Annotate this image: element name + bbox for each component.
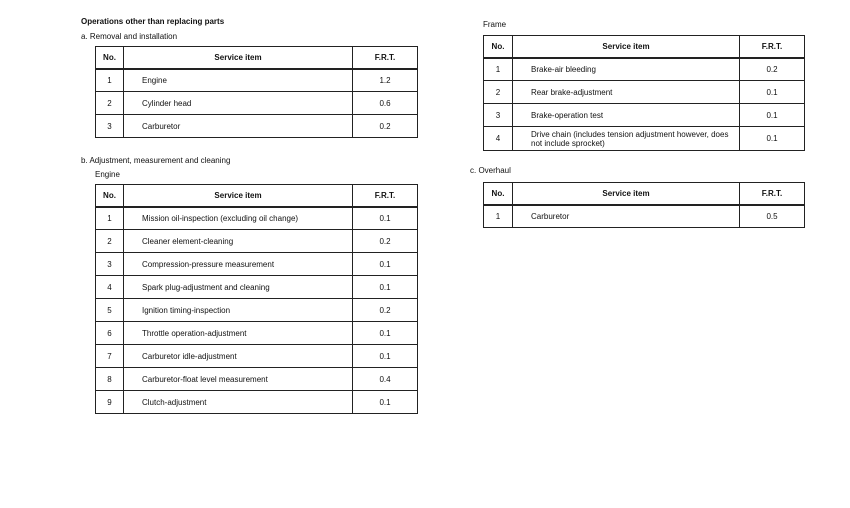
- row-service-item: Carburetor idle-adjustment: [124, 345, 353, 368]
- table-row: [484, 58, 805, 81]
- header-no: No.: [96, 185, 124, 207]
- row-frt: 0.1: [740, 104, 805, 127]
- table-row: [96, 69, 418, 92]
- row-service-item: Compression-pressure measurement: [124, 253, 353, 276]
- removal-installation-table: [95, 46, 418, 138]
- section-b-subtitle: Engine: [95, 170, 120, 179]
- table-row: [484, 104, 805, 127]
- row-no: 3: [96, 115, 124, 138]
- table-row: [484, 205, 805, 228]
- row-no: 1: [484, 205, 513, 228]
- table-row: [96, 322, 418, 345]
- header-service-item: Service item: [124, 47, 353, 69]
- row-no: 5: [96, 299, 124, 322]
- row-frt: 0.2: [353, 230, 418, 253]
- row-no: 2: [484, 81, 513, 104]
- row-no: 3: [96, 253, 124, 276]
- row-frt: 0.1: [353, 207, 418, 230]
- row-service-item: Brake-air bleeding: [513, 58, 740, 81]
- row-frt: 0.1: [353, 391, 418, 414]
- row-frt: 0.4: [353, 368, 418, 391]
- table-row: [96, 368, 418, 391]
- overhaul-table: [483, 182, 805, 228]
- row-no: 1: [96, 207, 124, 230]
- table-row: [96, 230, 418, 253]
- header-no: No.: [484, 183, 513, 205]
- section-a-title: a. Removal and installation: [81, 32, 178, 41]
- row-no: 7: [96, 345, 124, 368]
- row-no: 3: [484, 104, 513, 127]
- section-c-title: c. Overhaul: [470, 166, 511, 175]
- row-frt: 0.2: [353, 299, 418, 322]
- row-no: 9: [96, 391, 124, 414]
- header-frt: F.R.T.: [740, 36, 805, 58]
- table-header-row: [96, 47, 418, 69]
- row-no: 2: [96, 230, 124, 253]
- row-no: 4: [484, 127, 513, 151]
- table-row: [96, 299, 418, 322]
- header-service-item: Service item: [513, 183, 740, 205]
- row-service-item: Mission oil-inspection (excluding oil change): [124, 207, 353, 230]
- row-service-item: Brake-operation test: [513, 104, 740, 127]
- row-frt: 0.1: [353, 253, 418, 276]
- adjustment-table: [95, 184, 418, 414]
- row-frt: 0.1: [740, 127, 805, 151]
- row-service-item: Cylinder head: [124, 92, 353, 115]
- header-frt: F.R.T.: [353, 47, 418, 69]
- table-header-row: [96, 185, 418, 207]
- row-service-item: Cleaner element-cleaning: [124, 230, 353, 253]
- row-no: 1: [484, 58, 513, 81]
- row-service-item: Drive chain (includes tension adjustment however, does not include sprocket): [513, 127, 740, 151]
- header-frt: F.R.T.: [353, 185, 418, 207]
- table-header-row: [484, 36, 805, 58]
- row-no: 2: [96, 92, 124, 115]
- row-service-item: Rear brake-adjustment: [513, 81, 740, 104]
- section-b-title: b. Adjustment, measurement and cleaning: [81, 156, 231, 165]
- header-no: No.: [96, 47, 124, 69]
- table-row: [96, 92, 418, 115]
- table-row: [96, 115, 418, 138]
- frame-table: [483, 35, 805, 151]
- row-no: 8: [96, 368, 124, 391]
- row-frt: 0.1: [353, 345, 418, 368]
- row-frt: 0.2: [353, 115, 418, 138]
- row-frt: 0.2: [740, 58, 805, 81]
- table-row: [96, 276, 418, 299]
- row-service-item: Carburetor: [124, 115, 353, 138]
- row-service-item: Carburetor-float level measurement: [124, 368, 353, 391]
- row-no: 1: [96, 69, 124, 92]
- row-frt: 0.1: [740, 81, 805, 104]
- row-service-item: Ignition timing-inspection: [124, 299, 353, 322]
- table-row: [484, 81, 805, 104]
- row-frt: 1.2: [353, 69, 418, 92]
- row-no: 6: [96, 322, 124, 345]
- row-frt: 0.1: [353, 276, 418, 299]
- header-service-item: Service item: [124, 185, 353, 207]
- table-row: [484, 127, 805, 151]
- table-row: [96, 253, 418, 276]
- table-row: [96, 391, 418, 414]
- row-frt: 0.5: [740, 205, 805, 228]
- table-row: [96, 207, 418, 230]
- row-service-item: Engine: [124, 69, 353, 92]
- row-service-item: Clutch-adjustment: [124, 391, 353, 414]
- row-service-item: Carburetor: [513, 205, 740, 228]
- frame-title: Frame: [483, 20, 507, 29]
- main-title: Operations other than replacing parts: [81, 17, 225, 26]
- row-service-item: Throttle operation-adjustment: [124, 322, 353, 345]
- row-no: 4: [96, 276, 124, 299]
- row-frt: 0.1: [353, 322, 418, 345]
- table-header-row: [484, 183, 805, 205]
- table-row: [96, 345, 418, 368]
- header-service-item: Service item: [513, 36, 740, 58]
- header-no: No.: [484, 36, 513, 58]
- header-frt: F.R.T.: [740, 183, 805, 205]
- row-service-item: Spark plug-adjustment and cleaning: [124, 276, 353, 299]
- row-frt: 0.6: [353, 92, 418, 115]
